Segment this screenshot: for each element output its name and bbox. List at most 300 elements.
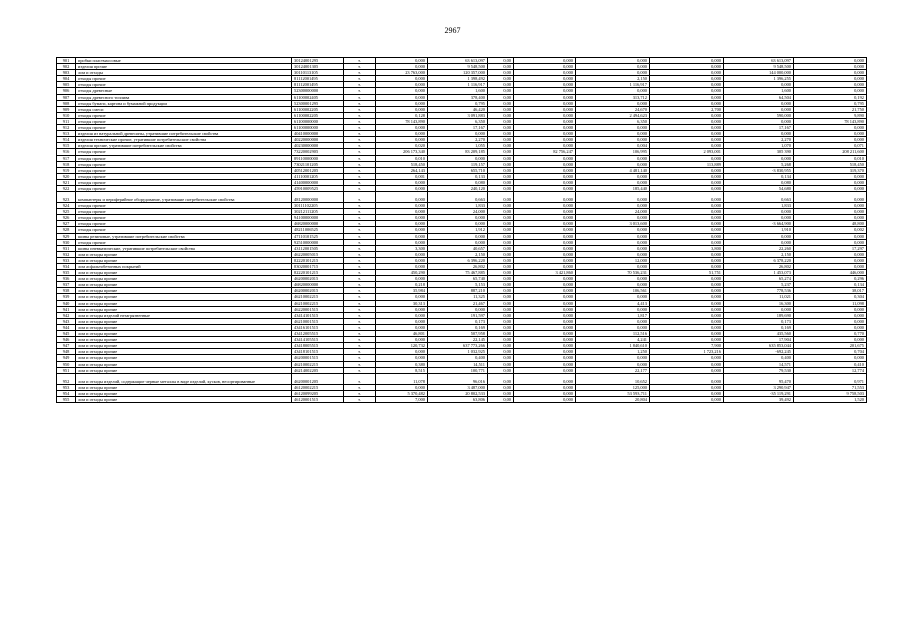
cell-disposed: 0,000 — [724, 82, 794, 88]
cell-disposed: 16,300 — [724, 300, 794, 306]
cell-transferred: 0,000 — [650, 76, 724, 82]
cell-utilized: 20,804 — [576, 396, 650, 402]
cell-utilized: 0,000 — [576, 192, 650, 203]
cell-balance-start: 0,000 — [376, 131, 428, 137]
cell-balance-end: 0,704 — [794, 349, 867, 355]
cell-waste-code: 45910009525 — [292, 185, 344, 191]
cell-received-col: 0,00 — [488, 312, 514, 318]
cell-generated: 2,150 — [428, 251, 488, 257]
cell-balance-start: 0,000 — [376, 384, 428, 390]
cell-waste-name: лом и отходы прочие — [76, 361, 292, 367]
cell-transferred: 0,000 — [650, 384, 724, 390]
cell-utilized: 0,000 — [576, 264, 650, 270]
cell-received-col: 0,00 — [488, 294, 514, 300]
cell-waste-name: отходы прочие — [76, 149, 292, 155]
cell-waste-name: отходы прочие — [76, 161, 292, 167]
cell-balance-start: 0,000 — [376, 125, 428, 131]
cell-balance-end: 21,750 — [794, 106, 867, 112]
cell-waste-name: изделия технические прочие, утратившие потребительские свойства — [76, 137, 292, 143]
cell-disposed: 0,000 — [724, 118, 794, 124]
cell-balance-end: 0,000 — [794, 125, 867, 131]
cell-balance-start: 0,000 — [376, 355, 428, 361]
cell-waste-code: 61100002205 — [292, 112, 344, 118]
cell-disposed: 0,173 — [724, 318, 794, 324]
cell-received: 0,000 — [514, 251, 576, 257]
cell-balance-start: 0,380 — [376, 361, 428, 367]
cell-balance-start: 120,732 — [376, 343, 428, 349]
cell-balance-end: 0,000 — [794, 337, 867, 343]
cell-waste-name: отходы прочие — [76, 239, 292, 245]
cell-waste-name: лом и отходы прочие — [76, 349, 292, 355]
cell-transferred: 0,000 — [650, 215, 724, 221]
cell-balance-start: 0,000 — [376, 251, 428, 257]
cell-unit: т. — [344, 112, 376, 118]
cell-received-col: 0,00 — [488, 331, 514, 337]
cell-received-col: 0,00 — [488, 264, 514, 270]
cell-generated: 191,597 — [428, 312, 488, 318]
cell-transferred: 0,000 — [650, 94, 724, 100]
cell-row-number: 940 — [57, 300, 76, 306]
cell-balance-end: 48,800 — [794, 221, 867, 227]
cell-row-number: 944 — [57, 324, 76, 330]
cell-waste-code: 46210001515 — [292, 318, 344, 324]
cell-transferred: 0,000 — [650, 390, 724, 396]
cell-utilized: 0,000 — [576, 215, 650, 221]
cell-balance-end: 0,000 — [794, 257, 867, 263]
cell-balance-end: 0,770 — [794, 331, 867, 337]
table-row — [57, 396, 867, 402]
cell-balance-end: 0,000 — [794, 318, 867, 324]
cell-generated: 63,806 — [428, 396, 488, 402]
cell-waste-name: шины резиновые, утратившие потребительские свойства — [76, 233, 292, 239]
cell-generated: 40,657 — [428, 245, 488, 251]
cell-waste-name: изделия прочие, утратившие потребительские свойства — [76, 143, 292, 149]
cell-balance-end: 9,890 — [794, 112, 867, 118]
cell-balance-end: 0,000 — [794, 209, 867, 215]
cell-balance-start: 0,000 — [376, 82, 428, 88]
cell-waste-code: 30111102205 — [292, 203, 344, 209]
cell-received: 0,000 — [514, 76, 576, 82]
cell-transferred: 3,800 — [650, 245, 724, 251]
cell-generated: 63 613,097 — [428, 58, 488, 64]
cell-waste-name: отходы прочие — [76, 215, 292, 221]
cell-waste-code: 61100002405 — [292, 94, 344, 100]
cell-generated: 0,000 — [428, 155, 488, 161]
cell-row-number: 912 — [57, 125, 76, 131]
cell-unit: т. — [344, 276, 376, 282]
cell-balance-start: 0,000 — [376, 312, 428, 318]
cell-waste-code: 43412005515 — [292, 331, 344, 337]
cell-generated: 120 357,000 — [428, 70, 488, 76]
cell-received: 0,000 — [514, 288, 576, 294]
cell-disposed: 0,400 — [724, 355, 794, 361]
cell-received: 0,000 — [514, 355, 576, 361]
cell-waste-code: 52300001295 — [292, 100, 344, 106]
cell-transferred: 7,900 — [650, 343, 724, 349]
cell-received: 0,000 — [514, 173, 576, 179]
cell-waste-code: 48120000000 — [292, 192, 344, 203]
cell-transferred: 0,000 — [650, 282, 724, 288]
cell-balance-end: 0,410 — [794, 361, 867, 367]
cell-unit: т. — [344, 361, 376, 367]
cell-received: 0,000 — [514, 396, 576, 402]
cell-disposed: 1,070 — [724, 143, 794, 149]
cell-balance-end: 0,000 — [794, 203, 867, 209]
cell-disposed: 9 548,500 — [724, 64, 794, 70]
cell-waste-name: лом и отходы прочие — [76, 384, 292, 390]
cell-waste-code: 81112001495 — [292, 82, 344, 88]
cell-balance-start: 23 763,000 — [376, 70, 428, 76]
cell-balance-end: 0,000 — [794, 355, 867, 361]
cell-balance-start: 0,128 — [376, 112, 428, 118]
cell-transferred: 0,000 — [650, 179, 724, 185]
cell-received-col: 0,00 — [488, 355, 514, 361]
cell-transferred: 0,000 — [650, 355, 724, 361]
cell-disposed: 0,663 — [724, 192, 794, 203]
cell-transferred: 0,000 — [650, 203, 724, 209]
cell-waste-name: лом асфальтобетонных покрытий — [76, 264, 292, 270]
cell-received: 0,000 — [514, 131, 576, 137]
cell-waste-code: 89110000000 — [292, 155, 344, 161]
cell-utilized: 1,250 — [576, 349, 650, 355]
cell-received-col: 0,00 — [488, 337, 514, 343]
cell-waste-name: отходы прочие — [76, 118, 292, 124]
cell-balance-start: 0,000 — [376, 94, 428, 100]
cell-received: 0,000 — [514, 276, 576, 282]
cell-utilized: 24,670 — [576, 106, 650, 112]
cell-transferred: 0,000 — [650, 100, 724, 106]
cell-utilized: 313,712 — [576, 94, 650, 100]
cell-utilized: 0,000 — [576, 276, 650, 282]
cell-waste-code: 30212111205 — [292, 209, 344, 215]
cell-received-col: 0,00 — [488, 64, 514, 70]
cell-row-number: 913 — [57, 131, 76, 137]
cell-unit: т. — [344, 233, 376, 239]
cell-received-col: 0,00 — [488, 100, 514, 106]
cell-received: 0,000 — [514, 209, 576, 215]
cell-received: 0,000 — [514, 349, 576, 355]
cell-waste-code: 82220101215 — [292, 257, 344, 263]
cell-waste-code: 46210002215 — [292, 361, 344, 367]
cell-waste-name: лом и отходы прочие — [76, 390, 292, 396]
cell-balance-end: 0,000 — [794, 82, 867, 88]
cell-received: 0,000 — [514, 143, 576, 149]
cell-utilized: 0,000 — [576, 70, 650, 76]
cell-received: 0,000 — [514, 233, 576, 239]
cell-utilized: 0,000 — [576, 239, 650, 245]
cell-utilized: 0,000 — [576, 318, 650, 324]
cell-disposed: 189,690 — [724, 312, 794, 318]
cell-transferred: 0,000 — [650, 221, 724, 227]
cell-transferred: 0,000 — [650, 318, 724, 324]
cell-utilized: 125,000 — [576, 384, 650, 390]
cell-received-col: 0,00 — [488, 361, 514, 367]
cell-balance-end: 0,000 — [794, 179, 867, 185]
cell-row-number: 949 — [57, 355, 76, 361]
cell-disposed: 0,000 — [724, 155, 794, 161]
cell-transferred: 0,000 — [650, 396, 724, 402]
cell-utilized: 24,000 — [576, 209, 650, 215]
cell-waste-code: 41400000000 — [292, 179, 344, 185]
cell-received: 0,000 — [514, 125, 576, 131]
cell-transferred: 0,000 — [650, 331, 724, 337]
cell-waste-code: 46210002215 — [292, 300, 344, 306]
cell-balance-start: 0,000 — [376, 58, 428, 64]
cell-balance-end: 0,000 — [794, 312, 867, 318]
cell-balance-end: 0,000 — [794, 185, 867, 191]
cell-row-number: 925 — [57, 209, 76, 215]
cell-balance-end: 0,134 — [794, 282, 867, 288]
cell-waste-name: отходы прочие — [76, 125, 292, 131]
cell-transferred: 0,000 — [650, 306, 724, 312]
cell-row-number: 920 — [57, 173, 76, 179]
cell-unit: т. — [344, 70, 376, 76]
cell-waste-name: лом и отходы — [76, 70, 292, 76]
cell-utilized: 0,000 — [576, 161, 650, 167]
cell-balance-end: 0,000 — [794, 264, 867, 270]
cell-generated: 83 209,185 — [428, 149, 488, 155]
cell-generated: 1,833 — [428, 203, 488, 209]
cell-disposed: 590,000 — [724, 112, 794, 118]
cell-transferred: 0,000 — [650, 137, 724, 143]
cell-waste-name: лом и отходы прочие — [76, 282, 292, 288]
cell-unit: т. — [344, 215, 376, 221]
cell-balance-end: 0,192 — [794, 94, 867, 100]
cell-utilized: 0,000 — [576, 251, 650, 257]
cell-received: 0,000 — [514, 155, 576, 161]
cell-waste-code: 43418101515 — [292, 349, 344, 355]
cell-received: 0,000 — [514, 318, 576, 324]
cell-unit: т. — [344, 209, 376, 215]
cell-waste-code: 46200002015 — [292, 276, 344, 282]
cell-generated: 0,000 — [428, 131, 488, 137]
report-table-body — [57, 58, 867, 403]
cell-balance-end: 0,000 — [794, 233, 867, 239]
cell-row-number: 906 — [57, 88, 76, 94]
cell-row-number: 929 — [57, 233, 76, 239]
cell-balance-end: 0,002 — [794, 227, 867, 233]
cell-transferred: 2,700 — [650, 106, 724, 112]
cell-disposed: -35 119,291 — [724, 390, 794, 396]
cell-received: 0,000 — [514, 118, 576, 124]
cell-received: 0,000 — [514, 312, 576, 318]
cell-disposed: 6 378,220 — [724, 257, 794, 263]
cell-transferred: 0,000 — [650, 294, 724, 300]
cell-disposed: 1,833 — [724, 203, 794, 209]
cell-waste-code: 46120002215 — [292, 384, 344, 390]
cell-received: 82 756,247 — [514, 149, 576, 155]
cell-row-number: 919 — [57, 167, 76, 173]
cell-balance-end: 446,000 — [794, 270, 867, 276]
cell-unit: т. — [344, 331, 376, 337]
cell-balance-start: 0,000 — [376, 264, 428, 270]
cell-transferred: 0,000 — [650, 367, 724, 373]
cell-disposed: 0,000 — [724, 306, 794, 312]
cell-waste-code: 92510000000 — [292, 239, 344, 245]
cell-waste-name: лом и отходы прочие — [76, 343, 292, 349]
cell-unit: т. — [344, 306, 376, 312]
cell-transferred: 113,889 — [650, 161, 724, 167]
cell-balance-start: 0,000 — [376, 100, 428, 106]
cell-unit: т. — [344, 373, 376, 384]
cell-balance-end: 0,304 — [794, 294, 867, 300]
cell-unit: т. — [344, 155, 376, 161]
cell-row-number: 907 — [57, 94, 76, 100]
cell-balance-end: 0,296 — [794, 276, 867, 282]
cell-received: 0,000 — [514, 343, 576, 349]
cell-unit: т. — [344, 76, 376, 82]
cell-unit: т. — [344, 203, 376, 209]
cell-received-col: 0,00 — [488, 396, 514, 402]
cell-received-col: 0,00 — [488, 125, 514, 131]
cell-balance-end: 1,520 — [794, 396, 867, 402]
cell-row-number: 902 — [57, 64, 76, 70]
cell-waste-name: отходы бумаги, картона и бумажной продукции — [76, 100, 292, 106]
cell-waste-name: отходы древесные — [76, 88, 292, 94]
cell-disposed: 0,000 — [724, 233, 794, 239]
cell-received: 0,000 — [514, 94, 576, 100]
cell-received-col: 0,00 — [488, 173, 514, 179]
cell-balance-start: 0,000 — [376, 106, 428, 112]
cell-disposed: 26,802 — [724, 264, 794, 270]
cell-balance-start: 0,000 — [376, 257, 428, 263]
cell-utilized: 0,000 — [576, 361, 650, 367]
cell-balance-start: 0,000 — [376, 192, 428, 203]
cell-balance-end: 0,971 — [794, 373, 867, 384]
cell-transferred: 0,000 — [650, 173, 724, 179]
cell-unit: т. — [344, 227, 376, 233]
cell-generated: 507,958 — [428, 331, 488, 337]
cell-balance-end: 78 143,890 — [794, 118, 867, 124]
cell-received: 0,000 — [514, 192, 576, 203]
cell-utilized: 70 536,231 — [576, 270, 650, 276]
cell-waste-code: 40512001205 — [292, 167, 344, 173]
cell-row-number: 948 — [57, 349, 76, 355]
cell-waste-code: 61100002205 — [292, 106, 344, 112]
cell-unit: т. — [344, 343, 376, 349]
cell-waste-code: 43112001505 — [292, 245, 344, 251]
cell-transferred: 0,000 — [650, 155, 724, 161]
cell-balance-end: 0,000 — [794, 324, 867, 330]
cell-received-col: 0,00 — [488, 270, 514, 276]
cell-waste-name: лом и отходы прочие — [76, 367, 292, 373]
cell-balance-end: 0,000 — [794, 192, 867, 203]
cell-transferred: 0,000 — [650, 70, 724, 76]
cell-waste-code: 43416101515 — [292, 324, 344, 330]
cell-waste-code: 46220005015 — [292, 251, 344, 257]
cell-disposed: 0,000 — [724, 106, 794, 112]
cell-unit: т. — [344, 312, 376, 318]
cell-waste-name: лом и отходы прочие — [76, 318, 292, 324]
cell-utilized: 0,000 — [576, 233, 650, 239]
cell-received: 0,000 — [514, 373, 576, 384]
cell-balance-end: 518,450 — [794, 161, 867, 167]
cell-unit: т. — [344, 221, 376, 227]
cell-disposed: -3 664,900 — [724, 221, 794, 227]
cell-utilized: 0,000 — [576, 324, 650, 330]
cell-transferred: 0,000 — [650, 118, 724, 124]
cell-utilized: 0,000 — [576, 306, 650, 312]
cell-generated: 14,511 — [428, 361, 488, 367]
cell-utilized: 0,000 — [576, 294, 650, 300]
cell-balance-end: 201,675 — [794, 343, 867, 349]
cell-received: 0,000 — [514, 294, 576, 300]
cell-transferred: 0,000 — [650, 112, 724, 118]
cell-received: 0,000 — [514, 331, 576, 337]
cell-waste-name: лом и отходы прочие — [76, 355, 292, 361]
cell-utilized: 6,350 — [576, 118, 650, 124]
cell-row-number: 932 — [57, 251, 76, 257]
cell-disposed: 144 000,000 — [724, 70, 794, 76]
cell-balance-end: 0,795 — [794, 100, 867, 106]
cell-generated: 17,167 — [428, 125, 488, 131]
cell-disposed: 1 396,255 — [724, 76, 794, 82]
cell-transferred: 51,751 — [650, 270, 724, 276]
page-number: 2967 — [444, 26, 461, 35]
cell-unit: т. — [344, 173, 376, 179]
cell-received: 0,000 — [514, 82, 576, 88]
cell-generated: 2,270 — [428, 137, 488, 143]
cell-received: 0,000 — [514, 64, 576, 70]
cell-utilized: 12,000 — [576, 257, 650, 263]
cell-generated: 119,157 — [428, 161, 488, 167]
cell-generated: 100,771 — [428, 367, 488, 373]
cell-utilized: 1 116,917 — [576, 82, 650, 88]
cell-transferred: 0,000 — [650, 82, 724, 88]
cell-balance-end: 0,010 — [794, 155, 867, 161]
cell-generated: 65,740 — [428, 276, 488, 282]
cell-utilized: 0,000 — [576, 282, 650, 288]
cell-waste-name: пробки пластмассовые — [76, 58, 292, 64]
cell-waste-name: лом и отходы прочие — [76, 276, 292, 282]
cell-row-number: 933 — [57, 257, 76, 263]
cell-disposed: 54,680 — [724, 185, 794, 191]
cell-balance-start: 0,000 — [376, 349, 428, 355]
cell-unit: т. — [344, 64, 376, 70]
cell-waste-code: 52300000000 — [292, 88, 344, 94]
cell-transferred: 0,000 — [650, 312, 724, 318]
cell-waste-code: 61100000000 — [292, 118, 344, 124]
cell-waste-name: отходы прочие — [76, 155, 292, 161]
cell-received: 0,000 — [514, 361, 576, 367]
cell-row-number: 938 — [57, 288, 76, 294]
cell-received-col: 0,00 — [488, 149, 514, 155]
cell-balance-start: 11,078 — [376, 373, 428, 384]
cell-balance-start: 264,143 — [376, 167, 428, 173]
cell-utilized: 0,000 — [576, 137, 650, 143]
cell-generated: 1 398,492 — [428, 76, 488, 82]
cell-received-col: 0,00 — [488, 384, 514, 390]
cell-row-number: 934 — [57, 264, 76, 270]
cell-waste-name: компьютеры и периферийное оборудование, утратившие потребительские свойства — [76, 192, 292, 203]
cell-received-col: 0,00 — [488, 221, 514, 227]
cell-balance-end: 0,000 — [794, 215, 867, 221]
cell-unit: т. — [344, 239, 376, 245]
cell-waste-name: лом и отходы прочие — [76, 251, 292, 257]
cell-received-col: 0,00 — [488, 288, 514, 294]
cell-balance-start: 0,000 — [376, 306, 428, 312]
cell-received: 0,000 — [514, 161, 576, 167]
cell-balance-start: 0,000 — [376, 215, 428, 221]
cell-row-number: 917 — [57, 155, 76, 161]
cell-transferred: 0,000 — [650, 227, 724, 233]
cell-disposed: 22,260 — [724, 245, 794, 251]
cell-received: 0,000 — [514, 227, 576, 233]
cell-balance-end: 0,000 — [794, 239, 867, 245]
cell-disposed: 64,504 — [724, 94, 794, 100]
cell-row-number: 928 — [57, 227, 76, 233]
cell-balance-start: 0,000 — [376, 337, 428, 343]
